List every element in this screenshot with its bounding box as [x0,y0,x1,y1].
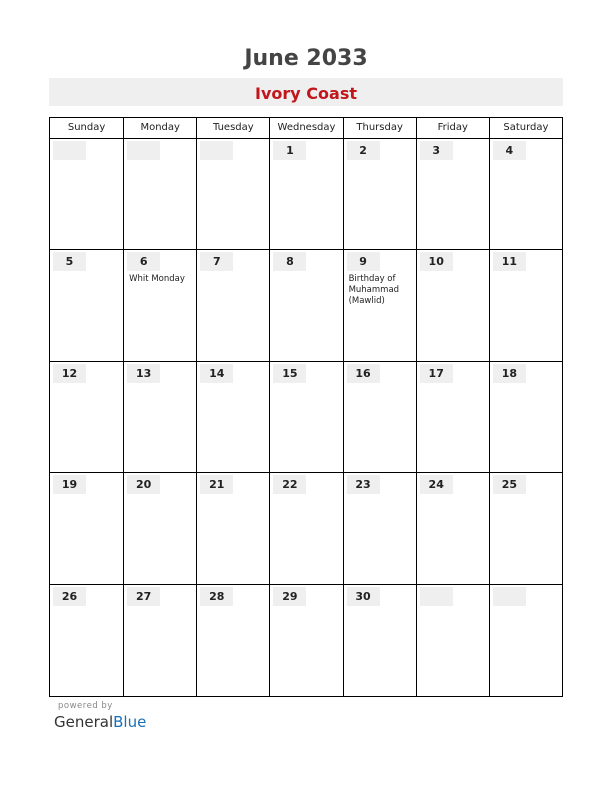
weekday-header-row [50,118,562,139]
day-cell [196,362,269,473]
powered-by-text: powered by [58,701,113,711]
day-cell [50,250,123,361]
day-cell [416,139,489,250]
day-number: 21 [209,478,225,492]
day-number: 27 [135,589,152,603]
calendar-grid [49,117,563,697]
day-cell [489,139,562,250]
day-number: 3 [432,144,441,157]
day-number: 26 [61,589,78,603]
day-number: 6 [139,255,148,269]
day-number-box [200,141,233,160]
day-cell [123,362,196,473]
day-number-box [53,141,86,160]
day-number: 23 [355,478,371,492]
day-cell [343,362,416,473]
day-cell [489,362,562,473]
brand-logo[interactable] [54,713,146,731]
day-cell [196,139,269,250]
day-number-box [493,587,526,606]
day-number: 18 [501,366,517,380]
day-cell [50,139,123,250]
day-cell [50,585,123,696]
brand-blue: Blue [113,713,147,731]
day-number: 15 [282,366,298,380]
weekday-thursday: Thursday [343,118,416,138]
day-number: 9 [359,255,367,269]
day-number: 22 [282,478,298,492]
day-cell [196,250,269,361]
holiday-label: Whit Monday [129,274,185,285]
day-cell [343,139,416,250]
day-number: 30 [355,589,371,603]
day-number: 20 [135,478,152,492]
day-cell [343,585,416,696]
day-cell [196,585,269,696]
day-cell [416,473,489,584]
weekday-sunday: Sunday [67,122,106,133]
day-number: 12 [61,366,78,380]
day-number: 13 [135,366,152,380]
weekday-friday: Friday [416,118,489,138]
day-number-box [127,141,160,160]
day-cell [269,250,342,361]
day-cell [343,473,416,584]
day-number: 14 [209,366,225,380]
country-name: Ivory Coast [255,84,357,103]
day-number: 2 [359,144,367,157]
day-cell [489,473,562,584]
page-title: June 2033 [244,46,368,71]
day-number: 5 [65,255,74,269]
day-number: 7 [212,255,221,269]
day-number: 28 [209,589,225,603]
weekday-wednesday: Wednesday [269,118,342,138]
day-number: 4 [505,144,514,157]
day-number: 1 [286,144,294,157]
day-number: 24 [428,478,444,492]
day-number: 10 [428,255,444,269]
day-cell [269,362,342,473]
day-cell [343,250,416,361]
weekday-tuesday: Tuesday [196,118,269,138]
day-number-box [420,587,453,606]
day-cell [269,585,342,696]
day-number: 8 [286,255,294,269]
day-number: 16 [355,366,371,380]
day-cell [489,250,562,361]
day-cell [50,362,123,473]
day-cell [416,585,489,696]
day-number: 25 [501,478,517,492]
weekday-monday: Monday [123,118,196,138]
day-cell [416,250,489,361]
day-number: 19 [61,478,78,492]
day-cells [50,139,562,696]
day-cell [123,585,196,696]
day-number: 29 [282,589,298,603]
day-cell [269,473,342,584]
day-cell [123,250,196,361]
brand-general: General [54,713,114,731]
day-cell [50,473,123,584]
weekday-saturday: Saturday [489,118,562,138]
day-number: 17 [428,366,444,380]
holiday-label: Birthday of Muhammad (Mawlid) [348,274,400,307]
day-cell [269,139,342,250]
day-cell [416,362,489,473]
day-cell [123,473,196,584]
day-cell [489,585,562,696]
day-cell [196,473,269,584]
day-cell [123,139,196,250]
day-number: 11 [501,255,517,269]
